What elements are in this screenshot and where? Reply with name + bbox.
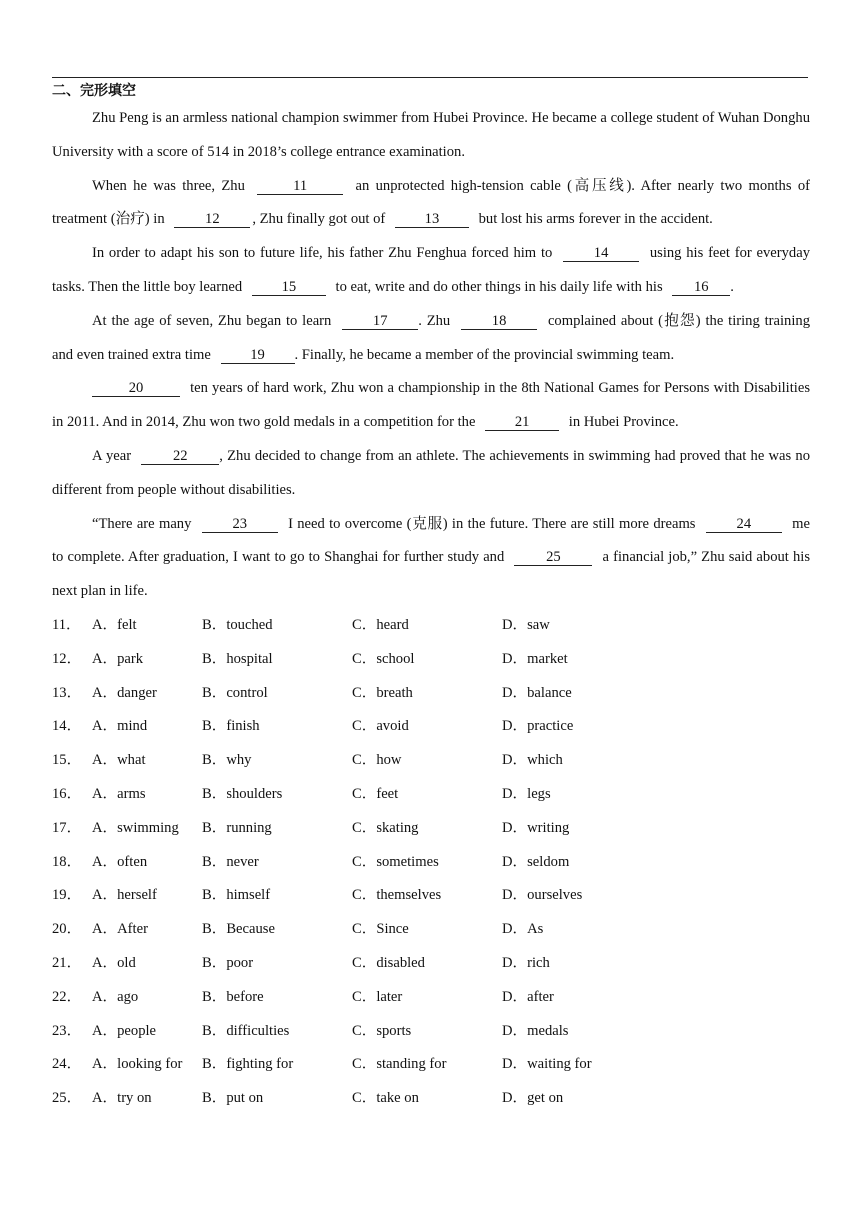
question-row (52, 1015, 812, 1049)
text: When he was three, Zhu (92, 177, 245, 194)
option-a[interactable]: A．felt (92, 617, 137, 633)
blank-19[interactable]: 19 (221, 347, 295, 364)
option-b[interactable]: B．touched (202, 617, 273, 633)
text: using his feet for everyday tasks. Then the little boy learned (52, 245, 810, 295)
paragraph-4 (52, 305, 810, 373)
question-number: 23． (52, 1022, 82, 1039)
option-b[interactable]: B．put on (202, 1090, 264, 1107)
question-number: 25． (52, 1090, 82, 1107)
blank-21[interactable]: 21 (485, 414, 559, 431)
question-number: 15． (52, 752, 82, 769)
question-row (52, 677, 812, 711)
text: , Zhu finally got out of (252, 211, 386, 228)
top-rule (52, 77, 808, 78)
question-number: 21． (52, 954, 82, 971)
option-c[interactable]: C．take on (352, 1090, 419, 1107)
question-number: 16． (52, 785, 82, 802)
option-d[interactable]: D．waiting for (502, 1056, 592, 1073)
text: In order to adapt his son to future life, his father Zhu Fenghua forced him to (92, 245, 553, 262)
option-c[interactable]: C．skating (352, 819, 419, 836)
option-a[interactable]: A．park (92, 650, 144, 667)
question-number: 17． (52, 819, 82, 836)
option-c[interactable]: C．disabled (352, 954, 425, 971)
blank-15[interactable]: 15 (252, 279, 326, 296)
answer-options (52, 609, 812, 1116)
option-c[interactable]: C．standing for (352, 1056, 447, 1073)
option-d[interactable]: D．writing (502, 819, 570, 836)
text: . (730, 278, 734, 295)
option-a[interactable]: A．danger (92, 684, 157, 701)
blank-16[interactable]: 16 (672, 279, 730, 296)
paragraph-7 (52, 508, 810, 609)
question-number: 12． (52, 650, 82, 667)
option-c[interactable]: C．sometimes (352, 853, 439, 870)
option-d[interactable]: D．seldom (502, 853, 570, 870)
option-b[interactable]: B．never (202, 853, 259, 870)
option-d[interactable]: D．practice (502, 718, 574, 735)
option-b[interactable]: B．running (202, 819, 272, 836)
question-number: 19． (52, 887, 82, 904)
option-a[interactable]: A．After (92, 921, 148, 938)
option-b[interactable]: B．hospital (202, 650, 273, 667)
option-b[interactable]: B．control (202, 684, 268, 701)
blank-22[interactable]: 22 (141, 448, 219, 465)
question-row (52, 879, 812, 913)
option-d[interactable]: D．ourselves (502, 887, 583, 904)
option-d[interactable]: D．after (502, 988, 554, 1005)
option-a[interactable]: A．mind (92, 718, 148, 735)
text: I need to overcome (克服) in the future. There are still more dreams (288, 515, 696, 532)
option-a[interactable]: A．ago (92, 988, 139, 1005)
option-b[interactable]: B．why (202, 752, 252, 769)
option-b[interactable]: B．difficulties (202, 1022, 290, 1039)
option-c[interactable]: C．breath (352, 684, 413, 701)
option-b[interactable]: B．shoulders (202, 785, 283, 802)
question-row (52, 947, 812, 981)
question-number: 24． (52, 1056, 82, 1073)
question-row (52, 981, 812, 1015)
text: complained about (抱怨) the tiring training and even trained extra time (52, 312, 811, 363)
blank-17[interactable]: 17 (342, 313, 418, 330)
text: but lost his arms forever in the accident. (478, 211, 713, 228)
option-d[interactable]: D．saw (502, 617, 550, 633)
question-row (52, 1048, 812, 1082)
option-d[interactable]: D．rich (502, 954, 550, 971)
text: . Zhu (418, 312, 451, 329)
blank-18[interactable]: 18 (461, 313, 537, 330)
text: “There are many (92, 515, 192, 532)
option-c[interactable]: C．themselves (352, 887, 442, 904)
option-b[interactable]: B．finish (202, 718, 260, 735)
paragraph-6 (52, 440, 810, 508)
option-d[interactable]: D．get on (502, 1090, 564, 1107)
option-c[interactable]: C．avoid (352, 718, 409, 735)
option-a[interactable]: A．herself (92, 887, 157, 904)
text: in Hubei Province. (568, 414, 679, 431)
option-c[interactable]: C．feet (352, 785, 399, 802)
question-row (52, 744, 812, 778)
text: . Finally, he became a member of the provincial swimming team. (294, 346, 675, 363)
paragraph-3 (52, 237, 810, 305)
question-number: 14． (52, 718, 82, 735)
paragraph-5 (52, 372, 810, 440)
option-b[interactable]: B．poor (202, 954, 254, 971)
question-row (52, 710, 812, 744)
option-b[interactable]: B．before (202, 988, 264, 1005)
option-c[interactable]: C．sports (352, 1022, 412, 1039)
text: to eat, write and do other things in his daily life with his (335, 278, 663, 295)
text: a financial job,” Zhu said about his next plan in life. (52, 549, 810, 600)
option-d[interactable]: D．medals (502, 1022, 569, 1039)
option-b[interactable]: B．fighting for (202, 1056, 294, 1073)
text: At the age of seven, Zhu began to learn (92, 312, 332, 329)
text: ten years of hard work, Zhu won a championship in the 8th National Games for Persons with Disabilities in 2011. And in 2014, Zhu won two gold medals in a competition for the (52, 380, 810, 431)
option-a[interactable]: A．people (92, 1022, 157, 1039)
blank-12[interactable]: 12 (174, 211, 250, 228)
blank-13[interactable]: 13 (395, 211, 469, 228)
cloze-passage (52, 102, 810, 609)
option-d[interactable]: D．As (502, 921, 544, 938)
question-number: 22． (52, 988, 82, 1005)
option-a[interactable]: A．try on (92, 1090, 152, 1107)
option-c[interactable]: C．how (352, 752, 402, 769)
blank-14[interactable]: 14 (563, 245, 639, 262)
question-row (52, 643, 812, 677)
text: , Zhu decided to change from an athlete. The achievements in swimming had proved that he was no different from people without disabilities. (52, 447, 811, 498)
question-row (52, 1082, 812, 1116)
blank-11[interactable]: 11 (257, 178, 343, 195)
option-c[interactable]: C．later (352, 988, 403, 1005)
option-a[interactable]: A．looking for (92, 1056, 183, 1073)
question-row (52, 913, 812, 947)
blank-24[interactable]: 24 (706, 516, 782, 533)
option-b[interactable]: B．Because (202, 921, 275, 938)
option-a[interactable]: A．old (92, 954, 136, 971)
option-d[interactable]: D．market (502, 650, 568, 667)
question-row (52, 609, 812, 643)
option-a[interactable]: A．swimming (92, 819, 179, 836)
question-row (52, 778, 812, 812)
question-number: 18． (52, 853, 82, 870)
question-number: 11． (52, 617, 81, 633)
text: an unprotected high-tension cable (高压线). After nearly two months of treatment (治疗) in (52, 177, 810, 228)
option-a[interactable]: A．what (92, 752, 146, 769)
option-d[interactable]: D．legs (502, 785, 551, 802)
blank-25[interactable]: 25 (514, 549, 592, 566)
section-title: 二、完形填空 (52, 83, 136, 99)
option-d[interactable]: D．which (502, 752, 563, 769)
text: me to complete. After graduation, I want to go to Shanghai for further study and (52, 515, 810, 566)
paragraph-1: Zhu Peng is an armless national champion swimmer from Hubei Province. He became a college student of Wuhan Donghu University with a score of 514 in 2018’s college entrance examination. (52, 110, 810, 160)
option-d[interactable]: D．balance (502, 684, 572, 701)
paragraph-2 (52, 170, 810, 238)
blank-23[interactable]: 23 (202, 516, 278, 533)
option-c[interactable]: C．school (352, 650, 415, 667)
question-number: 20． (52, 921, 82, 938)
question-row (52, 846, 812, 880)
option-c[interactable]: C．Since (352, 921, 409, 938)
question-row (52, 812, 812, 846)
blank-20[interactable]: 20 (92, 380, 180, 397)
text: A year (92, 447, 132, 464)
option-c[interactable]: C．heard (352, 617, 409, 633)
question-number: 13． (52, 684, 82, 701)
option-b[interactable]: B．himself (202, 887, 271, 904)
option-a[interactable]: A．often (92, 853, 148, 870)
option-a[interactable]: A．arms (92, 785, 146, 802)
